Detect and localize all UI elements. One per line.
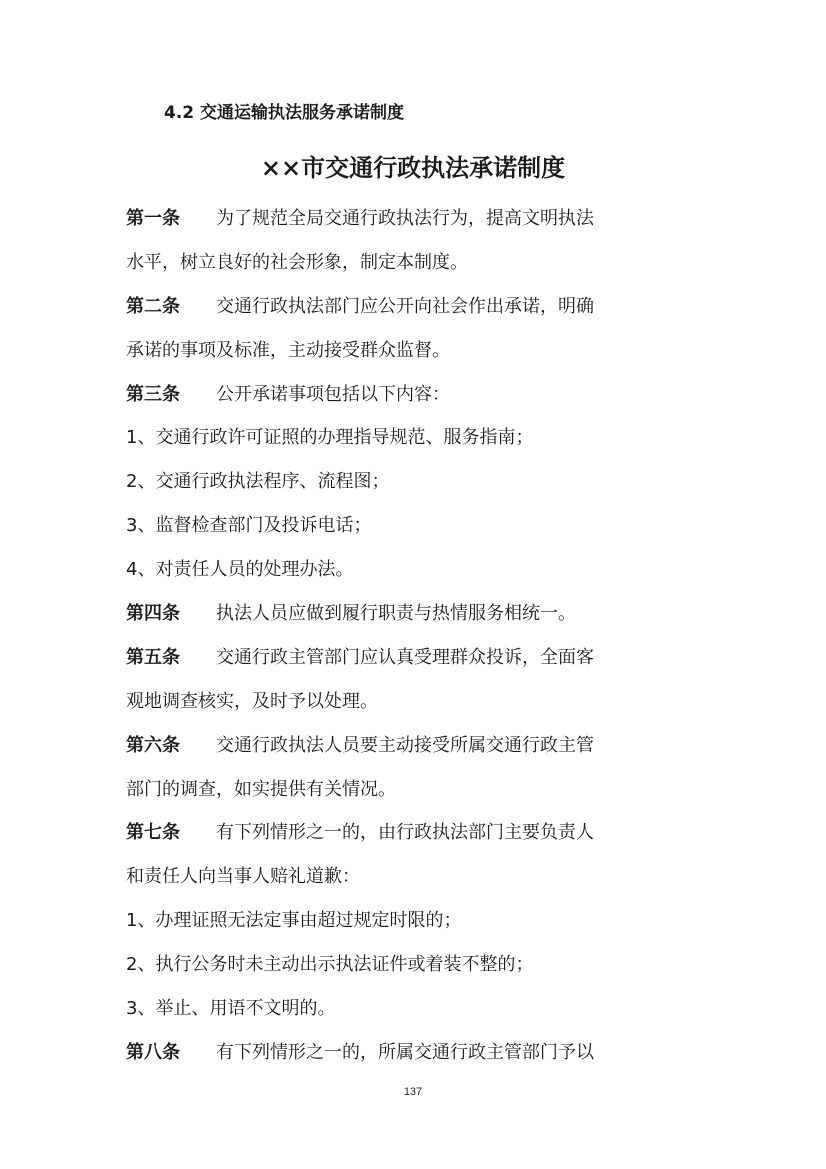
line-text: 4、对责任人员的处理办法。 <box>126 559 354 581</box>
text-line <box>126 329 696 373</box>
line-text: 有下列情形之一的，所属交通行政主管部门予以 <box>216 1041 594 1063</box>
article-label: 第四条 <box>126 603 180 625</box>
list-item <box>126 987 696 1031</box>
line-text: 公开承诺事项包括以下内容： <box>216 383 450 405</box>
text-line <box>126 724 696 768</box>
line-text: 交通行政执法人员要主动接受所属交通行政主管 <box>216 734 594 756</box>
line-text: 2、交通行政执法程序、流程图； <box>126 471 390 493</box>
list-item <box>126 416 696 460</box>
line-text: 部门的调查，如实提供有关情况。 <box>126 778 396 800</box>
line-text: 1、交通行政许可证照的办理指导规范、服务指南； <box>126 427 534 449</box>
line-text: 有下列情形之一的，由行政执法部门主要负责人 <box>216 822 594 844</box>
list-item <box>126 943 696 987</box>
article-label: 第八条 <box>126 1041 180 1063</box>
list-item <box>126 548 696 592</box>
list-item <box>126 460 696 504</box>
line-text: 承诺的事项及标准，主动接受群众监督。 <box>126 339 450 361</box>
article-label: 第二条 <box>126 295 180 317</box>
article-label: 第五条 <box>126 646 180 668</box>
list-item <box>126 504 696 548</box>
text-line <box>126 1031 696 1075</box>
line-text: 2、执行公务时未主动出示执法证件或着装不整的； <box>126 954 534 976</box>
page-number: 137 <box>403 1086 423 1098</box>
text-line <box>126 811 696 855</box>
text-line <box>126 768 696 812</box>
text-line <box>126 680 696 724</box>
line-text: 水平，树立良好的社会形象，制定本制度。 <box>126 251 468 273</box>
line-text: 1、办理证照无法定事由超过规定时限的； <box>126 910 462 932</box>
line-text: 3、监督检查部门及投诉电话； <box>126 515 372 537</box>
article-label: 第六条 <box>126 734 180 756</box>
text-line <box>126 197 696 241</box>
line-text: 为了规范全局交通行政执法行为，提高文明执法 <box>216 208 594 229</box>
line-text: 交通行政主管部门应认真受理群众投诉，全面客 <box>216 646 594 668</box>
text-line <box>126 241 696 285</box>
section-heading: 4.2 交通运输执法服务承诺制度 <box>164 103 405 123</box>
text-line <box>126 285 696 329</box>
text-line <box>126 855 696 899</box>
article-label: 第七条 <box>126 822 180 844</box>
text-line <box>126 592 696 636</box>
line-text: 观地调查核实，及时予以处理。 <box>126 690 378 712</box>
document-body <box>126 197 696 1075</box>
line-text: 交通行政执法部门应公开向社会作出承诺，明确 <box>216 295 594 317</box>
document-title: ××市交通行政执法承诺制度 <box>260 153 566 182</box>
text-line <box>126 373 696 417</box>
line-text: 3、举止、用语不文明的。 <box>126 998 336 1020</box>
article-label: 第三条 <box>126 383 180 405</box>
line-text: 执法人员应做到履行职责与热情服务相统一。 <box>216 603 576 625</box>
text-line <box>126 636 696 680</box>
line-text: 和责任人向当事人赔礼道歉： <box>126 866 360 888</box>
list-item <box>126 899 696 943</box>
article-label: 第一条 <box>126 208 180 229</box>
